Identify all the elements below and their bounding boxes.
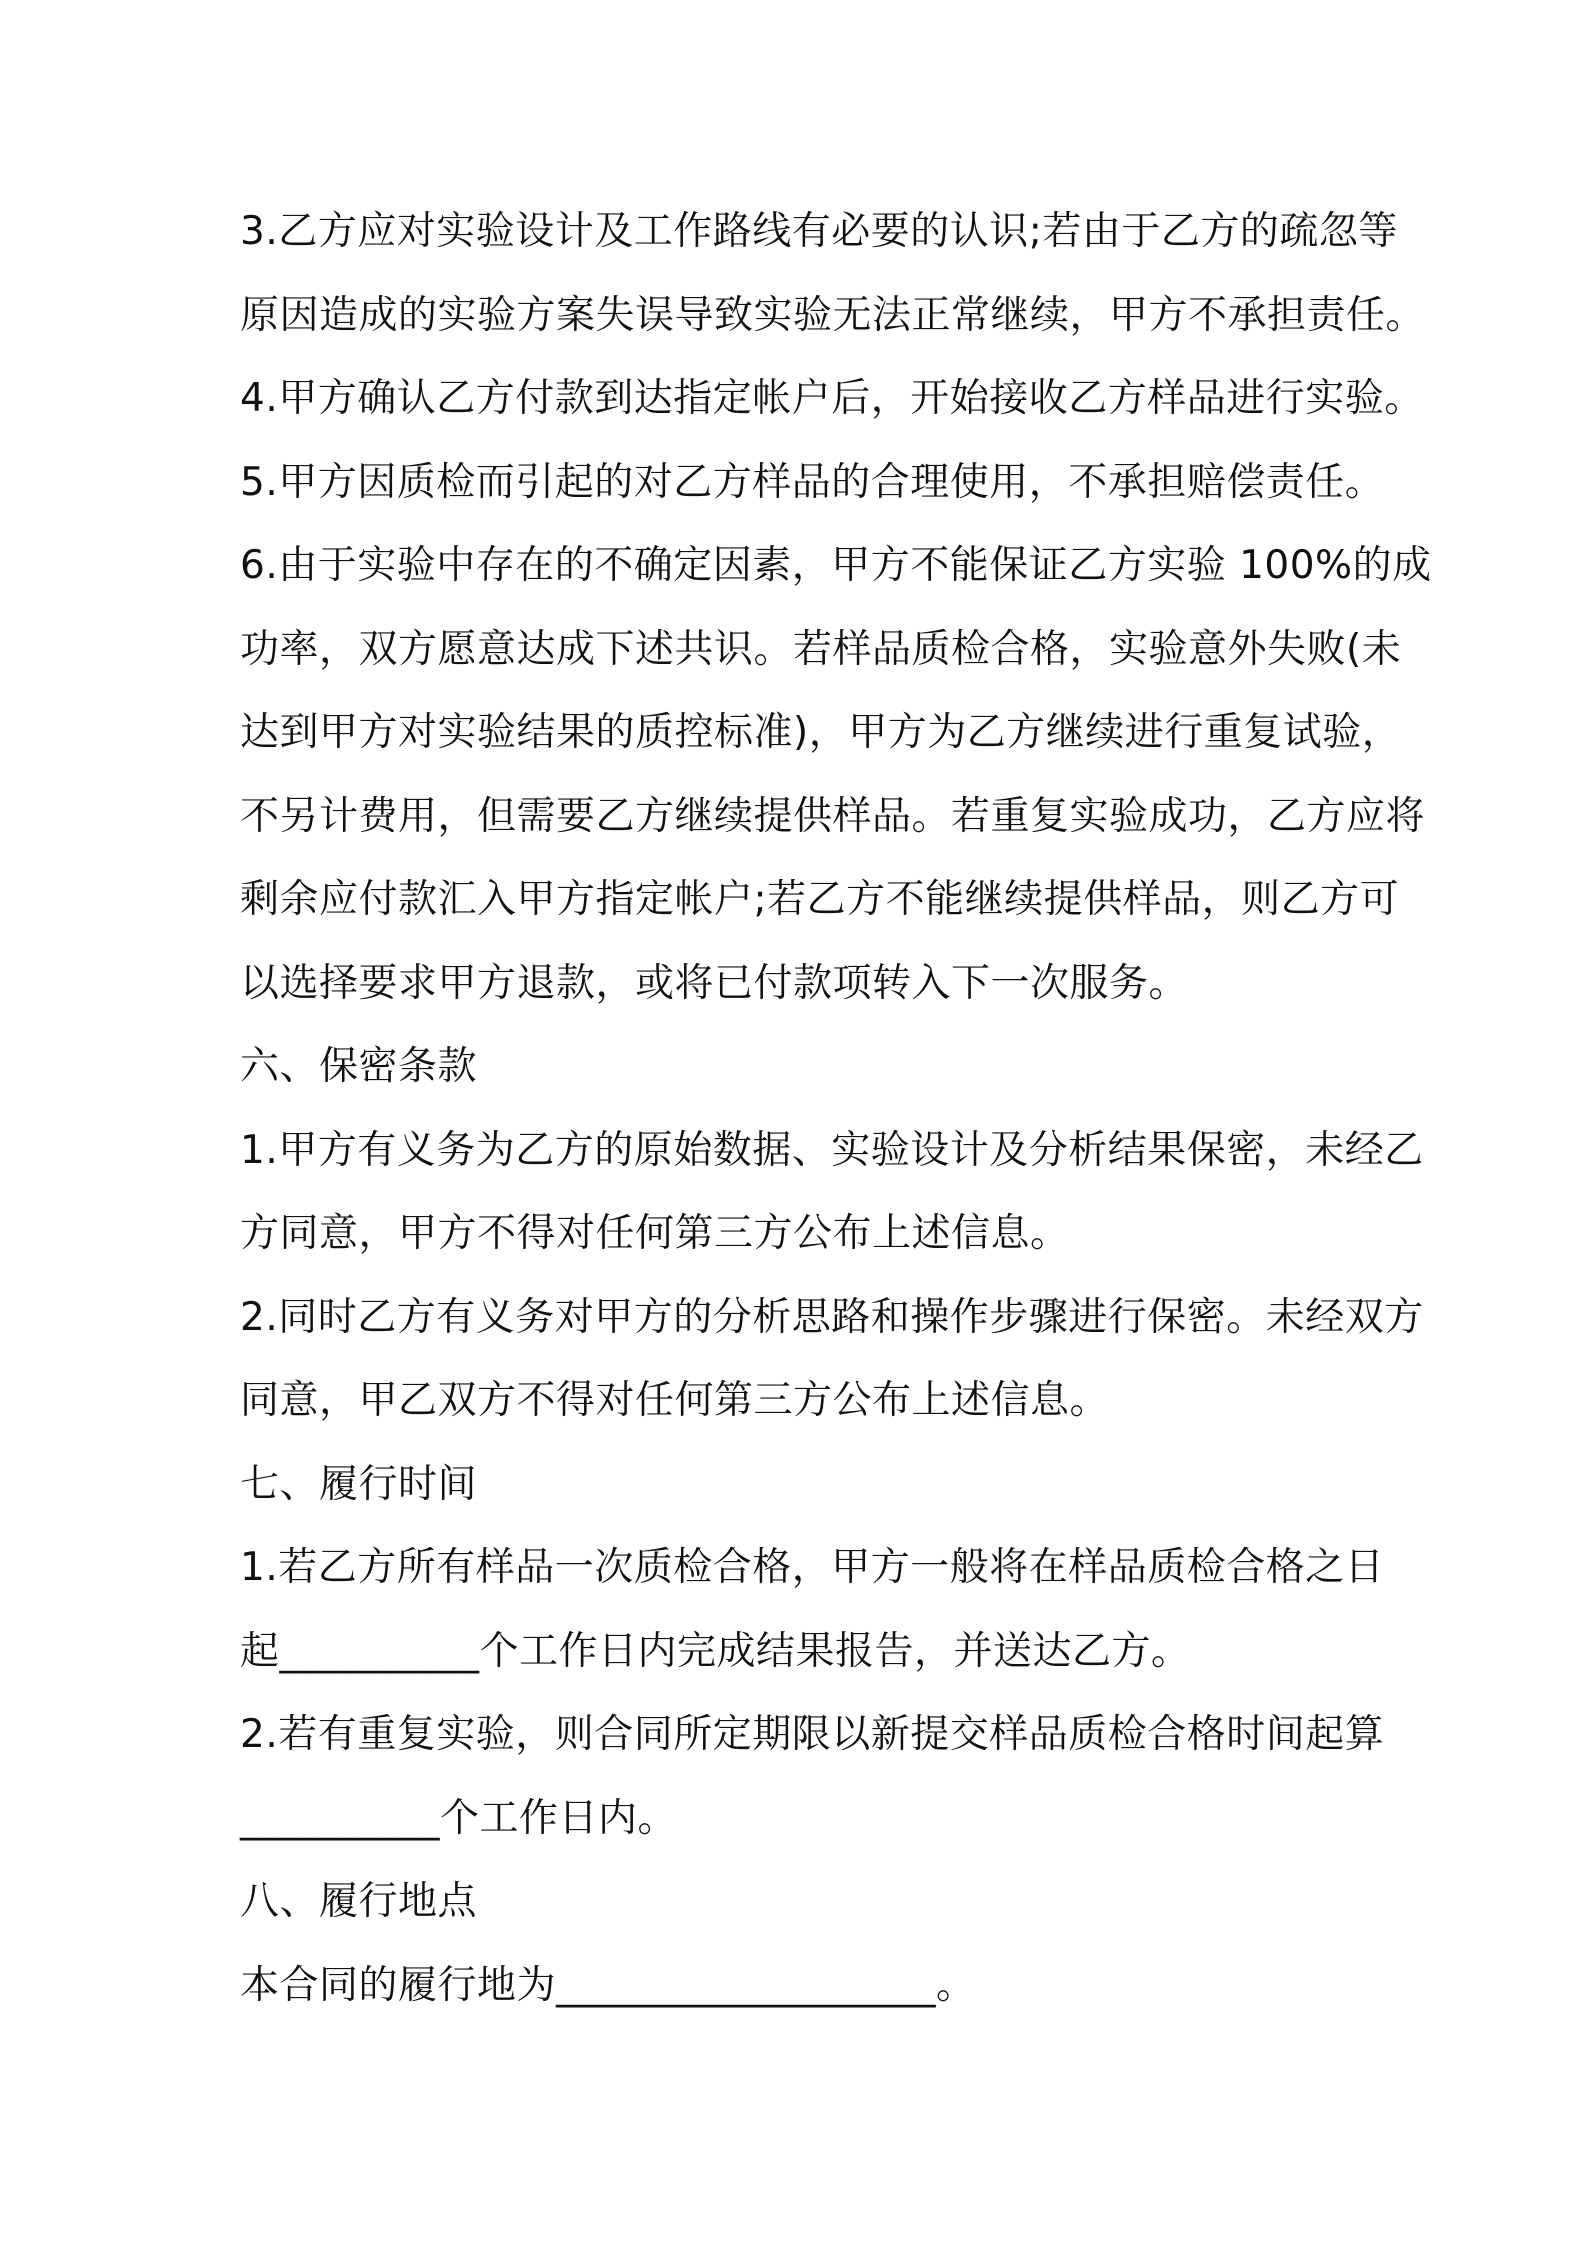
section-heading: 七、履行时间 (240, 1461, 478, 1507)
clause-line: 4.甲方确认乙方付款到达指定帐户后，开始接收乙方样品进行实验。 (240, 376, 1424, 421)
clause-line: 方同意，甲方不得对任何第三方公布上述信息。 (240, 1211, 1070, 1256)
clause-line: 达到甲方对实验结果的质控标准)，甲方为乙方继续进行重复试验， (240, 710, 1402, 755)
clause-line: 以选择要求甲方退款，或将已付款项转入下一次服务。 (240, 960, 1189, 1006)
clause-line: 6.由于实验中存在的不确定因素，甲方不能保证乙方实验 100%的成 (240, 543, 1432, 588)
clause-line: 3.乙方应对实验设计及工作路线有必要的认识;若由于乙方的疏忽等 (240, 209, 1398, 254)
section-heading: 六、保密条款 (240, 1044, 478, 1089)
clause-line: 同意，甲乙双方不得对任何第三方公布上述信息。 (240, 1378, 1110, 1423)
clause-line: 不另计费用，但需要乙方继续提供样品。若重复实验成功，乙方应将 (240, 793, 1426, 839)
clause-line: 2.若有重复实验，则合同所定期限以新提交样品质检合格时间起算 (240, 1712, 1385, 1757)
clause-line: 剩余应付款汇入甲方指定帐户;若乙方不能继续提供样品，则乙方可 (240, 877, 1400, 922)
clause-line: 起__________个工作日内完成结果报告，并送达乙方。 (240, 1628, 1191, 1674)
document-body (240, 190, 1432, 2027)
clause-line: 功率，双方愿意达成下述共识。若样品质检合格，实验意外失败(未 (240, 626, 1402, 672)
clause-line: 1.甲方有义务为乙方的原始数据、实验设计及分析结果保密，未经乙 (240, 1127, 1424, 1173)
clause-line: 原因造成的实验方案失误导致实验无法正常继续，甲方不承担责任。 (240, 292, 1426, 338)
clause-line: 1.若乙方所有样品一次质检合格，甲方一般将在样品质检合格之日 (240, 1545, 1385, 1590)
clause-line: __________个工作日内。 (240, 1795, 678, 1841)
section-heading: 八、履行地点 (240, 1879, 478, 1924)
clause-line: 5.甲方因质检而引起的对乙方样品的合理使用，不承担赔偿责任。 (240, 459, 1385, 505)
clause-line: 2.同时乙方有义务对甲方的分析思路和操作步骤进行保密。未经双方 (240, 1294, 1424, 1340)
clause-line: 本合同的履行地为___________________。 (240, 1962, 976, 2008)
